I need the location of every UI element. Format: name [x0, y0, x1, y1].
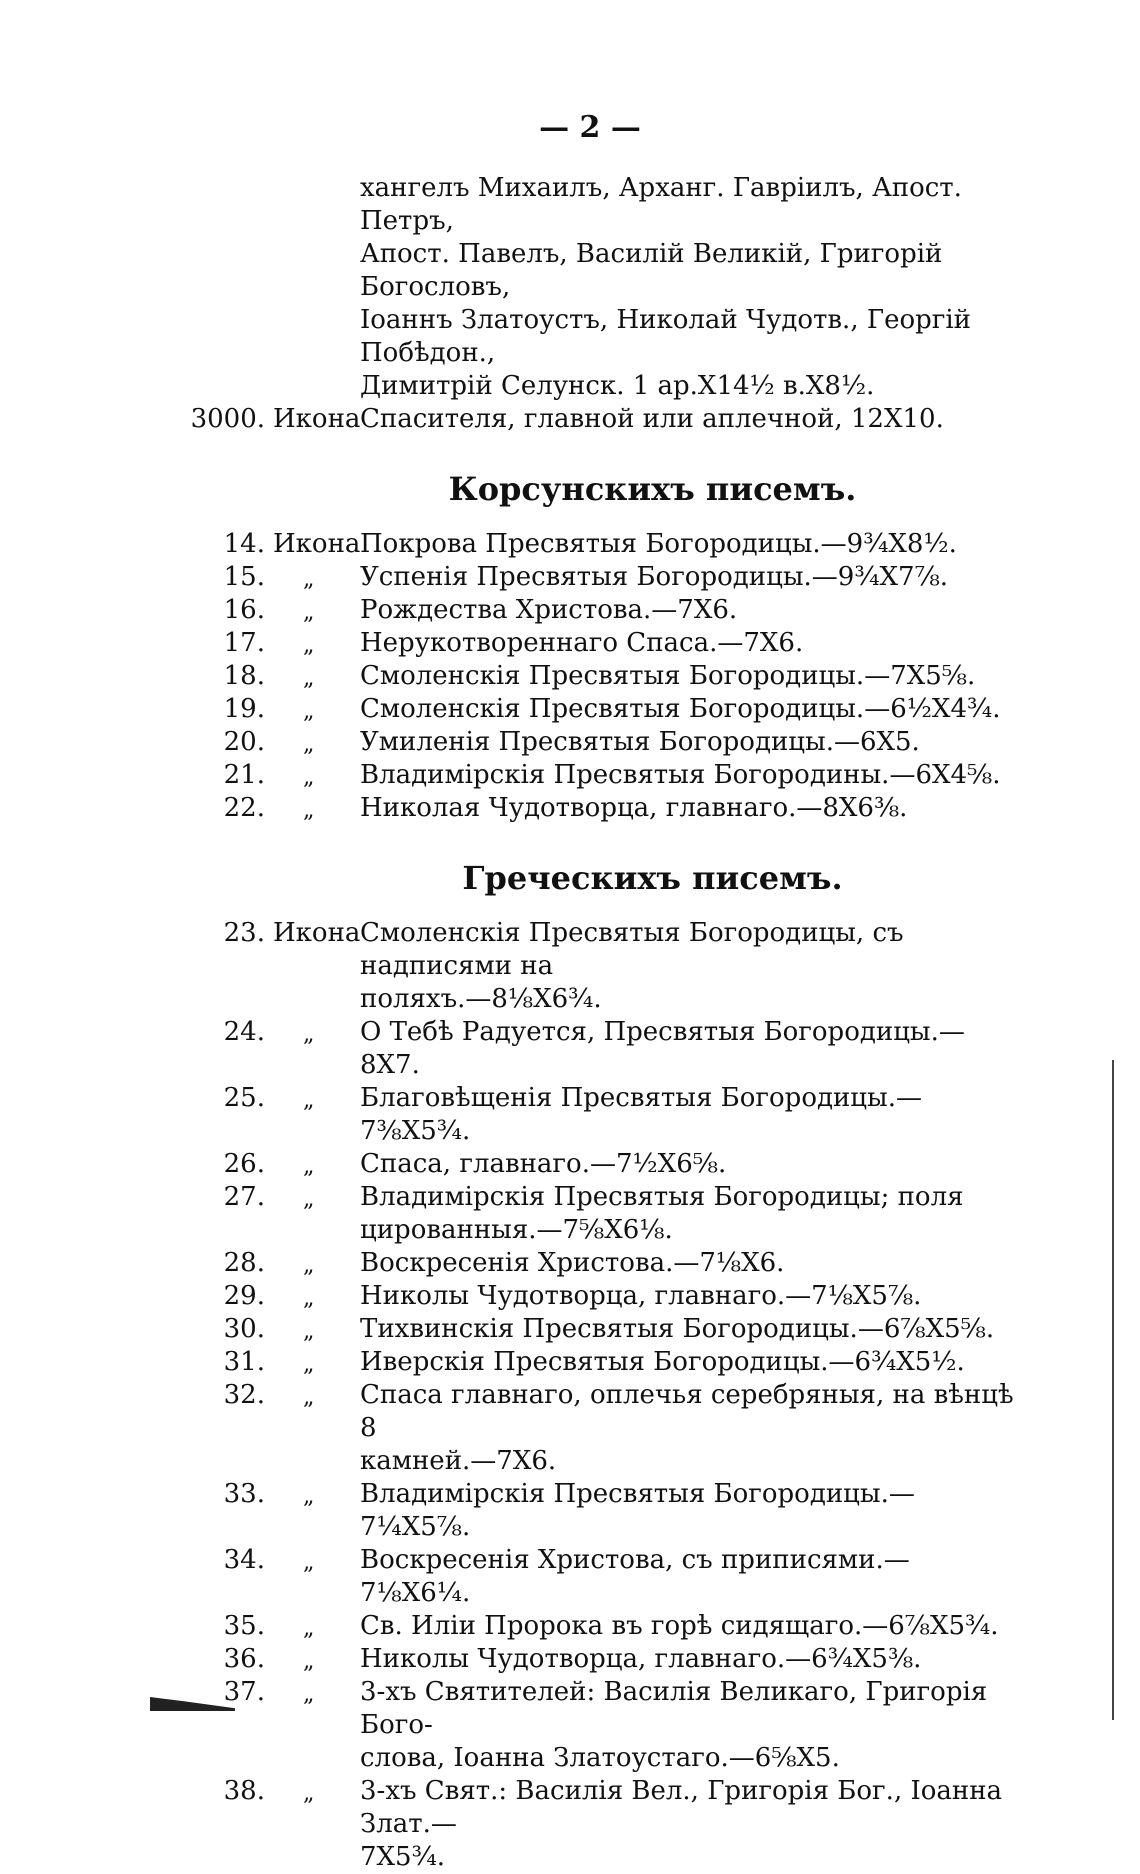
catalog-entry [195, 660, 1015, 693]
entry-number: 22. [223, 793, 265, 823]
entry-text: Смоленскія Пресвятыя Богородицы.—7X5⅝. [360, 661, 976, 691]
intro-line: Димитрій Селунск. 1 ар.X14½ в.X8½. [360, 371, 875, 401]
entry-text: Воскресенія Христова.—7⅛X6. [360, 1248, 785, 1278]
intro-line: Апост. Павелъ, Василій Великій, Григорій Богословъ, [360, 239, 943, 302]
ditto-mark: „ [303, 1154, 315, 1179]
entry-lead: Икона [273, 529, 361, 559]
catalog-entry [195, 1313, 1015, 1346]
catalog-entry [195, 917, 1015, 1016]
catalog-entry [195, 1478, 1015, 1544]
entry-text: 3-хъ Святителей: Василія Великаго, Григорія Бого- [360, 1677, 988, 1740]
ditto-mark: „ [303, 1616, 315, 1641]
catalog-entry [195, 726, 1015, 759]
entry-number: 38. [223, 1776, 265, 1806]
entry-number: 28. [223, 1248, 265, 1278]
catalog-entry [195, 1544, 1015, 1610]
entry-number: 15. [223, 562, 265, 592]
intro-line: хангелъ Михаилъ, Арханг. Гавріилъ, Апост. Петръ, [360, 173, 962, 236]
entry-3000 [190, 403, 1015, 436]
ditto-mark: „ [303, 1385, 315, 1410]
ditto-mark: „ [303, 633, 315, 658]
ditto-mark: „ [303, 1649, 315, 1674]
entry-number: 26. [223, 1149, 265, 1179]
intro-continuation [195, 172, 1015, 403]
ditto-mark: „ [303, 1187, 315, 1212]
page-body [190, 172, 1015, 1874]
section-heading: Греческихъ писемъ. [462, 859, 843, 897]
catalog-entry [195, 528, 1015, 561]
ditto-mark: „ [303, 1484, 315, 1509]
entry-text: Нерукотвореннаго Спаса.—7X6. [360, 628, 804, 658]
entry-text: Смоленскія Пресвятыя Богородицы, съ надписями на [360, 918, 904, 981]
entry-text: Умиленія Пресвятыя Богородицы.—6X5. [360, 727, 920, 757]
catalog-entry [195, 627, 1015, 660]
entry-text: Николая Чудотворца, главнаго.—8X6⅜. [360, 793, 908, 823]
catalog-entry [195, 693, 1015, 726]
entry-number: 23. [223, 918, 265, 948]
entry-text: Спасителя, главной или аплечной, 12X10. [360, 404, 944, 434]
entry-text: О Тебѣ Радуется, Пресвятыя Богородицы.—8X7. [360, 1017, 965, 1080]
entry-number: 19. [223, 694, 265, 724]
page-number: — 2 — [539, 110, 641, 145]
catalog-entry [195, 1379, 1015, 1478]
entry-text: Владимірскія Пресвятыя Богородины.—6X4⅝. [360, 760, 1001, 790]
entry-text: Спаса, главнаго.—7½X6⅝. [360, 1149, 727, 1179]
catalog-entry [195, 1346, 1015, 1379]
intro-line: Іоаннъ Златоустъ, Николай Чудотв., Георгій Побѣдон., [360, 305, 972, 368]
entry-text: Смоленскія Пресвятыя Богородицы.—6½X4¾. [360, 694, 1001, 724]
entry-text: Успенія Пресвятыя Богородицы.—9¾X7⅞. [360, 562, 949, 592]
entry-number: 34. [223, 1545, 265, 1575]
entry-number: 14. [223, 529, 265, 559]
ditto-mark: „ [303, 1550, 315, 1575]
ditto-mark: „ [303, 666, 315, 691]
catalog-entry [195, 1676, 1015, 1775]
entry-number: 29. [223, 1281, 265, 1311]
entry-number: 37. [223, 1677, 265, 1707]
entry-text: Благовѣщенія Пресвятыя Богородицы.—7⅜X5¾. [360, 1083, 922, 1146]
entry-text: Св. Иліи Пророка въ горѣ сидящаго.—6⅞X5¾. [360, 1611, 999, 1641]
ditto-mark: „ [303, 1253, 315, 1278]
catalog-entry [195, 792, 1015, 825]
entry-number: 36. [223, 1644, 265, 1674]
catalog-entry [195, 1775, 1015, 1874]
entry-lead: Икона [273, 918, 361, 948]
catalog-entry [195, 1016, 1015, 1082]
entry-text: Тихвинскія Пресвятыя Богородицы.—6⅞X5⅝. [360, 1314, 995, 1344]
ditto-mark: „ [303, 765, 315, 790]
page-edge-line [1112, 1060, 1114, 1720]
catalog-entry [195, 1181, 1015, 1247]
entry-number: 16. [223, 595, 265, 625]
catalog-entry [195, 561, 1015, 594]
catalog-entry [195, 1148, 1015, 1181]
entry-text: слова, Іоанна Златоустаго.—6⅝X5. [360, 1743, 840, 1773]
section-heading: Корсунскихъ писемъ. [448, 470, 857, 508]
ditto-mark: „ [303, 1319, 315, 1344]
entry-text: поляхъ.—8⅛X6¾. [360, 984, 602, 1014]
entry-number: 18. [223, 661, 265, 691]
ditto-mark: „ [303, 600, 315, 625]
ditto-mark: „ [303, 1682, 315, 1707]
entry-number: 31. [223, 1347, 265, 1377]
entry-text: камней.—7X6. [360, 1446, 557, 1476]
entry-text: Спаса главнаго, оплечья серебряныя, на вѣнцѣ 8 [360, 1380, 1014, 1443]
entry-number: 24. [223, 1017, 265, 1047]
ditto-mark: „ [303, 1781, 315, 1806]
entry-text: Рождества Христова.—7X6. [360, 595, 738, 625]
entry-number: 35. [223, 1611, 265, 1641]
ditto-mark: „ [303, 1286, 315, 1311]
ditto-mark: „ [303, 1022, 315, 1047]
sections [195, 470, 1015, 1874]
catalog-entry [195, 759, 1015, 792]
entry-text: Покрова Пресвятыя Богородицы.—9¾X8½. [360, 529, 957, 559]
entry-text: Владимірскія Пресвятыя Богородицы.—7¼X5⅞. [360, 1479, 915, 1542]
ditto-mark: „ [303, 1088, 315, 1113]
catalog-entry [195, 1610, 1015, 1643]
catalog-entry [195, 594, 1015, 627]
catalog-entry [195, 1247, 1015, 1280]
entry-number: 27. [223, 1182, 265, 1212]
ditto-mark: „ [303, 699, 315, 724]
entry-text: Воскресенія Христова, съ приписями.—7⅛X6¼. [360, 1545, 910, 1608]
ditto-mark: „ [303, 798, 315, 823]
entry-text: Николы Чудотворца, главнаго.—7⅛X5⅞. [360, 1281, 922, 1311]
ditto-mark: „ [303, 1352, 315, 1377]
catalog-entry [195, 1082, 1015, 1148]
entry-number: 17. [223, 628, 265, 658]
entry-number: 20. [223, 727, 265, 757]
catalog-entry [195, 1280, 1015, 1313]
entry-number: 30. [223, 1314, 265, 1344]
entry-text: Владимірскія Пресвятыя Богородицы; поля цированныя.—7⅝X6⅛. [360, 1182, 964, 1245]
entry-number: 32. [223, 1380, 265, 1410]
catalog-entry [195, 1643, 1015, 1676]
entry-text: 3-хъ Свят.: Василія Вел., Григорія Бог., Іоанна Злат.— [360, 1776, 1003, 1839]
ditto-mark: „ [303, 732, 315, 757]
entry-lead: Икона [273, 404, 361, 434]
entry-text: Иверскія Пресвятыя Богородицы.—6¾X5½. [360, 1347, 965, 1377]
entry-number: 3000. [190, 404, 265, 434]
entry-text: 7X5¾. [360, 1842, 446, 1872]
entry-number: 21. [223, 760, 265, 790]
ditto-mark: „ [303, 567, 315, 592]
entry-number: 33. [223, 1479, 265, 1509]
entry-number: 25. [223, 1083, 265, 1113]
entry-text: Николы Чудотворца, главнаго.—6¾X5⅜. [360, 1644, 922, 1674]
